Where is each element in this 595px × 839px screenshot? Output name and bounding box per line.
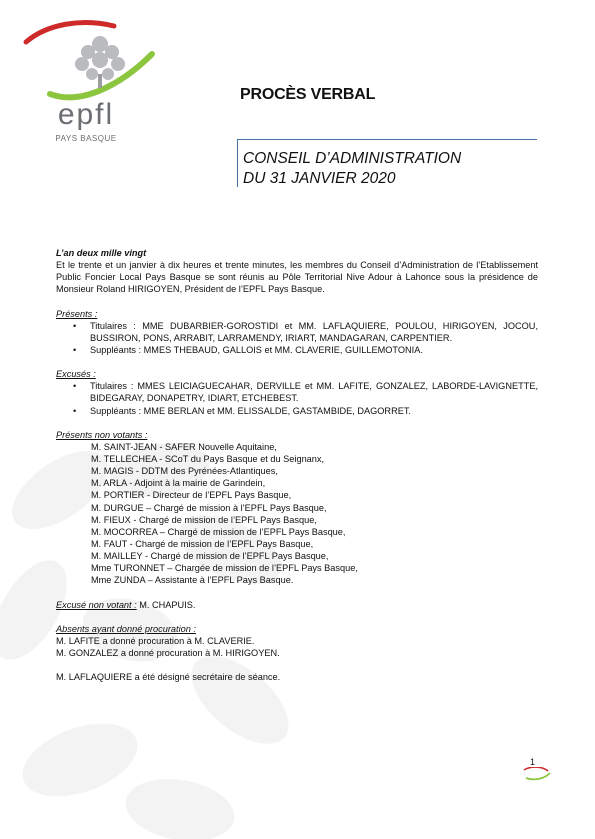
list-item: M. PORTIER - Directeur de l’EPFL Pays Basque, <box>91 490 292 501</box>
page-title: PROCÈS VERBAL <box>240 86 376 103</box>
excuse-non-votant-heading: Excusé non votant : <box>56 599 137 610</box>
title-rule-vertical <box>237 139 238 187</box>
list-item: M. MAGIS - DDTM des Pyrénées-Atlantiques, <box>91 466 278 477</box>
list-item: M. MAILLEY - Chargé de mission de l’EPFL Pays Basque, <box>91 551 329 562</box>
presents-heading: Présents : <box>56 308 98 319</box>
list-item: • Suppléants : MMES THEBAUD, GALLOIS et MM. CLAVERIE, GUILLEMOTONIA. <box>90 344 538 356</box>
title-rule <box>237 139 537 140</box>
list-item: M. ARLA - Adjoint à la mairie de Garindein, <box>91 478 266 489</box>
list-item: M. MOCORREA – Chargé de mission de l’EPFL Pays Basque, <box>91 526 346 537</box>
list-item: M. FAUT - Chargé de mission de l’EPFL Pays Basque, <box>91 538 314 549</box>
excuse-non-votant-name: M. CHAPUIS. <box>136 599 196 610</box>
logo-wordmark <box>46 100 126 145</box>
page-number-ornament <box>522 767 552 781</box>
document-body <box>56 247 538 683</box>
excuse-non-votant-line <box>56 599 538 611</box>
logo-word: epfl <box>57 98 115 131</box>
non-votants-list <box>56 441 538 587</box>
secretary-line: M. LAFLAQUIERE a été désigné secrétaire de séance. <box>56 672 281 683</box>
subtitle-line-2: DU 31 JANVIER 2020 <box>243 170 396 188</box>
list-item: M. GONZALEZ a donné procuration à M. HIRIGOYEN. <box>56 647 280 658</box>
list-item: • Suppléants : MME BERLAN et MM. ELISSALDE, GASTAMBIDE, DAGORRET. <box>90 405 538 417</box>
list-item: • Titulaires : MME DUBARBIER-GOROSTIDI et MM. LAFLAQUIERE, POULOU, HIRIGOYEN, JOCOU, BUSSIRON, PONS, ARRABIT, LARRAMENDY, IRIART, MANDAGARAN, CARPENTIER. <box>90 320 538 344</box>
list-item: M. FIEUX - Chargé de mission de l’EPFL Pays Basque, <box>91 514 317 525</box>
list-item: • Titulaires : MMES LEICIAGUECAHAR, DERVILLE et MM. LAFITE, GONZALEZ, LABORDE-LAVIGNETTE, BIDEGARAY, DONAPETRY, IDIART, ETCHEBEST. <box>90 380 538 404</box>
list-item: M. LAFITE a donné procuration à M. CLAVERIE. <box>56 635 255 646</box>
list-item: Mme TURONNET – Chargée de mission de l’EPFL Pays Basque, <box>91 563 358 574</box>
list-item: Mme ZUNDA – Assistante à l’EPFL Pays Basque. <box>91 575 294 586</box>
intro-paragraph: Et le trente et un janvier à dix heures et trente minutes, les membres du Conseil d’Administration de l’Etablissement Public Foncier Local Pays Basque se sont réunis au Pôle Territorial Nive Adour à Lahonce sous la présidence de Monsieur Roland HIRIGOYEN, Président de l’EPFL Pays Basque. <box>56 260 538 295</box>
list-item: M. DURGUE – Chargé de mission à l’EPFL Pays Basque, <box>91 502 327 513</box>
intro-lead: L’an deux mille vingt <box>56 248 147 258</box>
excuses-heading: Excusés : <box>56 369 96 380</box>
logo-subtitle: PAYS BASQUE <box>55 134 117 143</box>
presents-list <box>56 320 538 356</box>
page-number: 1 <box>530 757 536 767</box>
list-item: M. TELLECHEA - SCoT du Pays Basque et du Seignanx, <box>91 453 325 464</box>
list-item: M. SAINT-JEAN - SAFER Nouvelle Aquitaine, <box>91 441 277 452</box>
subtitle-line-1: CONSEIL D’ADMINISTRATION <box>243 150 462 167</box>
non-votants-heading: Présents non votants : <box>56 429 148 440</box>
excuses-list <box>56 380 538 416</box>
procurations-heading: Absents ayant donné procuration : <box>56 623 196 634</box>
meeting-subtitle <box>243 149 461 189</box>
